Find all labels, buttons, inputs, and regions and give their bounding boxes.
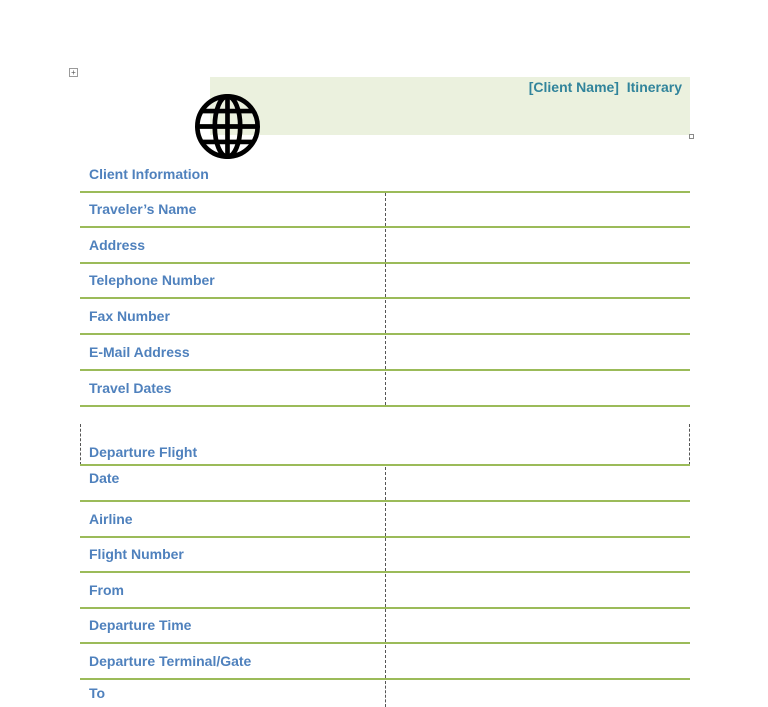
table-row-fax-number <box>80 300 690 335</box>
section-heading: Client Information <box>89 166 209 182</box>
address-field[interactable] <box>385 229 690 262</box>
field-label: Fax Number <box>89 308 170 324</box>
table-row-from <box>80 574 690 609</box>
field-label: Address <box>89 237 146 253</box>
field-label: To <box>89 685 106 701</box>
table-row-address <box>80 229 690 264</box>
field-label: Telephone Number <box>89 272 215 288</box>
table-row-departure-time <box>80 609 690 644</box>
itinerary-title[interactable]: [Client Name] Itinerary <box>528 79 682 95</box>
table-row-telephone-number <box>80 264 690 299</box>
field-label: Departure Terminal/Gate <box>89 653 252 669</box>
telephone-number-field[interactable] <box>385 264 690 297</box>
field-label: Traveler’s Name <box>89 201 197 217</box>
airline-field[interactable] <box>385 503 690 536</box>
field-label: From <box>89 582 124 598</box>
table-row-departure-terminal-gate <box>80 645 690 680</box>
field-label: Departure Time <box>89 617 192 633</box>
date-field[interactable] <box>385 467 690 500</box>
fax-number-field[interactable] <box>385 300 690 333</box>
table-row-travelers-name <box>80 193 690 228</box>
table-row-travel-dates <box>80 372 690 407</box>
departure-flight-heading-row <box>80 431 690 466</box>
to-field[interactable] <box>385 681 690 707</box>
header-band <box>210 77 690 135</box>
table-row-flight-number <box>80 538 690 573</box>
table-move-handle-icon[interactable]: + <box>69 68 78 77</box>
client-information-heading-row <box>80 158 690 193</box>
travel-dates-field[interactable] <box>385 372 690 405</box>
field-label: Flight Number <box>89 546 184 562</box>
globe-icon <box>194 93 261 160</box>
field-label: Date <box>89 470 120 486</box>
field-label: Travel Dates <box>89 380 172 396</box>
from-field[interactable] <box>385 574 690 607</box>
field-label: Airline <box>89 511 133 527</box>
table-row-airline <box>80 503 690 538</box>
table-row-email-address <box>80 336 690 371</box>
table-row-to <box>80 681 690 707</box>
departure-terminal-gate-field[interactable] <box>385 645 690 678</box>
departure-time-field[interactable] <box>385 609 690 642</box>
field-label: E-Mail Address <box>89 344 190 360</box>
travelers-name-field[interactable] <box>385 193 690 226</box>
section-heading: Departure Flight <box>89 444 198 460</box>
flight-number-field[interactable] <box>385 538 690 571</box>
table-row-date <box>80 467 690 502</box>
table-resize-handle-icon[interactable] <box>689 134 694 139</box>
email-address-field[interactable] <box>385 336 690 369</box>
